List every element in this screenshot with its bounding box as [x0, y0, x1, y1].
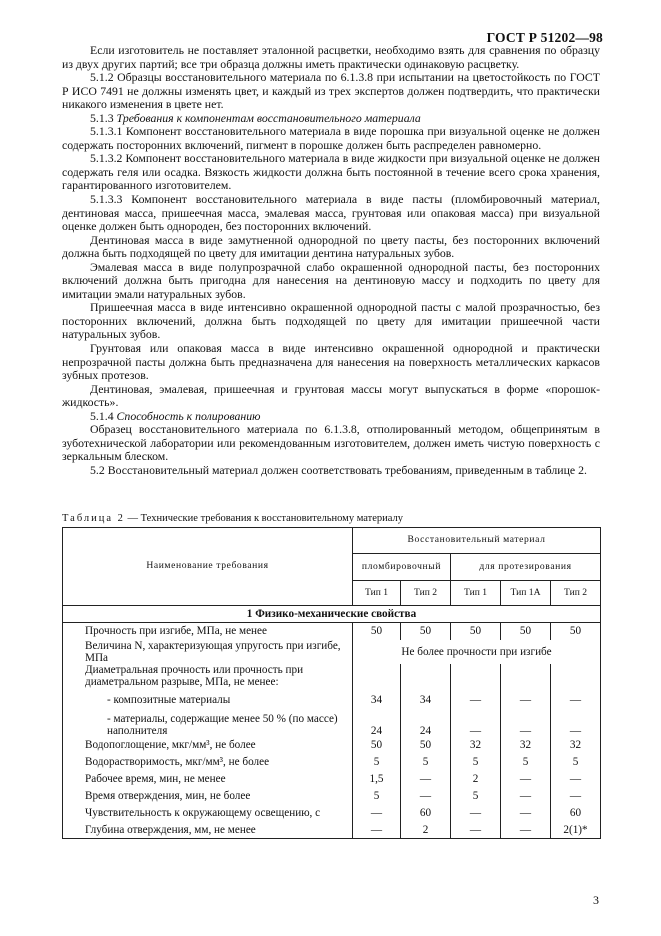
cell: 60 [401, 805, 451, 822]
paragraph: Пришеечная масса в виде интенсивно окрашенной однородной пасты с малой прозрачностью, без посторонних включений, должна быть подходящей по цвету для имитации пришеечной части натуральных зубов. [62, 300, 600, 342]
cell: 24 [401, 713, 451, 737]
cell: 5 [353, 788, 401, 805]
cell: — [501, 822, 551, 839]
cell: 1,5 [353, 771, 401, 788]
table-caption-text: — Технические требования к восстановительному материалу [124, 513, 404, 524]
table-row [63, 664, 601, 688]
col-type: Тип 1А [501, 581, 551, 606]
cell: — [501, 788, 551, 805]
clause-number: 5.1.4 [90, 408, 114, 423]
row-name: - композитные материалы [63, 689, 353, 713]
cell [551, 664, 601, 688]
cell: — [551, 771, 601, 788]
cell: — [401, 771, 451, 788]
cell: — [551, 788, 601, 805]
row-name: Чувствительность к окружающему освещению, с [63, 805, 353, 822]
col-type: Тип 2 [401, 581, 451, 606]
cell: 5 [353, 754, 401, 771]
table-row [63, 640, 601, 664]
row-name: Глубина отверждения, мм, не менее [63, 822, 353, 839]
row-name: - материалы, содержащие менее 50 % (по массе) наполнителя [63, 713, 353, 737]
row-name: Рабочее время, мин, не менее [63, 771, 353, 788]
row-name: Прочность при изгибе, МПа, не менее [63, 623, 353, 640]
col-type: Тип 1 [451, 581, 501, 606]
paragraph: 5.2 Восстановительный материал должен соответствовать требованиям, приведенным в таблице 2. [90, 462, 587, 477]
cell: 50 [451, 623, 501, 640]
requirements-table [62, 527, 601, 839]
cell: 2(1)* [551, 822, 601, 839]
paragraph: Если изготовитель не поставляет эталонной расцветки, необходимо взять для сравнения по образцу из двух других партий; все три образца должны иметь практически одинаковую расцветку. [62, 43, 600, 71]
body-text [62, 44, 600, 478]
table-caption-label: Таблица 2 [62, 513, 125, 524]
col-type: Тип 1 [353, 581, 401, 606]
cell: 5 [451, 788, 501, 805]
row-name: Водопоглощение, мкг/мм³, не более [63, 737, 353, 754]
paragraph: Эмалевая масса в виде полупрозрачной слабо окрашенной однородной пасты, без посторонних включений должна быть пригодна для нанесения на дентиновую массу и подходить по цвету для имитации эмали натуральных зубов. [62, 259, 600, 301]
cell: — [501, 805, 551, 822]
col-prosthetic: для протезирования [451, 554, 601, 581]
paragraph [62, 112, 600, 126]
table-row [63, 689, 601, 713]
cell: 32 [551, 737, 601, 754]
cell-span: Не более прочности при изгибе [353, 640, 601, 664]
row-name-text: Диаметральная прочность или прочность при диаметральном разрыве, МПа, не менее: [85, 664, 304, 689]
table-row [63, 713, 601, 737]
table-row [63, 737, 601, 754]
cell: 5 [501, 754, 551, 771]
table-row [63, 771, 601, 788]
cell: 50 [401, 737, 451, 754]
cell: — [353, 805, 401, 822]
cell: 34 [353, 689, 401, 713]
cell: — [451, 822, 501, 839]
paragraph: Дентиновая, эмалевая, пришеечная и грунтовая массы могут выпускаться в форме «порошок-жидкость». [62, 381, 600, 410]
row-name [63, 664, 353, 688]
table-row [63, 788, 601, 805]
clause-title: Способность к полированию [116, 408, 261, 423]
clause-number: 5.1.3 [90, 110, 114, 125]
row-name: Время отверждения, мин, не более [63, 788, 353, 805]
cell: 2 [451, 771, 501, 788]
cell: 32 [451, 737, 501, 754]
cell: 50 [551, 623, 601, 640]
table-caption [62, 512, 602, 525]
cell: 5 [451, 754, 501, 771]
row-name: Водорастворимость, мкг/мм³, не более [63, 754, 353, 771]
table-row [63, 822, 601, 839]
cell: — [551, 713, 601, 737]
cell [401, 664, 451, 688]
cell: 50 [353, 737, 401, 754]
cell: 5 [401, 754, 451, 771]
cell [451, 664, 501, 688]
cell [353, 664, 401, 688]
cell: 34 [401, 689, 451, 713]
cell: — [451, 713, 501, 737]
cell: — [501, 713, 551, 737]
paragraph: 5.1.3.3 Компонент восстановительного материала в виде пасты (пломбировочный материал, дентиновая масса, пришеечная масса, эмалевая масса, грунтовая или опаковая масса) при визуальной оценке должен быть однороден, без посторонних включений. [62, 192, 600, 234]
table-row [63, 623, 601, 640]
cell: 2 [401, 822, 451, 839]
cell: 60 [551, 805, 601, 822]
cell: — [451, 805, 501, 822]
cell: — [501, 689, 551, 713]
cell: 50 [501, 623, 551, 640]
cell: — [353, 822, 401, 839]
page-number: 3 [593, 893, 599, 907]
cell: 50 [401, 623, 451, 640]
cell: — [451, 689, 501, 713]
paragraph: Образец восстановительного материала по 6.1.3.8, отполированный методом, общепринятым в зуботехнической лаборатории или рекомендованным изготовителем, должен иметь чистую поверхность с зеркальным блеском. [62, 422, 600, 464]
cell: 50 [353, 623, 401, 640]
section-heading: 1 Физико-механические свойства [63, 606, 601, 623]
cell: 32 [501, 737, 551, 754]
cell: 24 [353, 713, 401, 737]
col-filling: пломбировочный [353, 554, 451, 581]
cell: — [401, 788, 451, 805]
table-row [63, 754, 601, 771]
document-code: ГОСТ Р 51202—98 [486, 30, 603, 45]
col-requirement-name: Наименование требования [63, 528, 353, 606]
paragraph [62, 410, 600, 424]
cell: — [501, 771, 551, 788]
paragraph: Грунтовая или опаковая масса в виде интенсивно окрашенной однородной и практически непрозрачной пасты должна быть предназначена для нанесения на поверхность металлических каркасов зубных протезов. [62, 341, 600, 383]
col-type: Тип 2 [551, 581, 601, 606]
paragraph: Дентиновая масса в виде замутненной однородной по цвету пасты, без посторонних включений должна быть подходящей по цвету для имитации дентина натуральных зубов. [62, 232, 600, 261]
paragraph: 5.1.2 Образцы восстановительного материала по 6.1.3.8 при испытании на цветостойкость по ГОСТ Р ИСО 7491 не должны изменять цвет, и каждый из трех экспертов должен подтвердить, что практически никакого изменения в цвете нет. [62, 70, 600, 112]
paragraph: 5.1.3.1 Компонент восстановительного материала в виде порошка при визуальной оценке не должен содержать посторонних включений, пигмент в порошке должен быть распределен равномерно. [62, 124, 600, 152]
cell [501, 664, 551, 688]
clause-title: Требования к компонентам восстановительного материала [116, 110, 421, 125]
table-row [63, 805, 601, 822]
cell: 5 [551, 754, 601, 771]
paragraph: 5.1.3.2 Компонент восстановительного материала в виде жидкости при визуальной оценке не должен содержать геля или осадка. Вязкость жидкости должна быть постоянной в течение всего срока хранения, гарантированного изготовителем. [62, 151, 600, 193]
col-material: Восстановительный материал [353, 528, 601, 554]
cell: — [551, 689, 601, 713]
row-name: Величина N, характеризующая упругость при изгибе, МПа [63, 640, 353, 664]
